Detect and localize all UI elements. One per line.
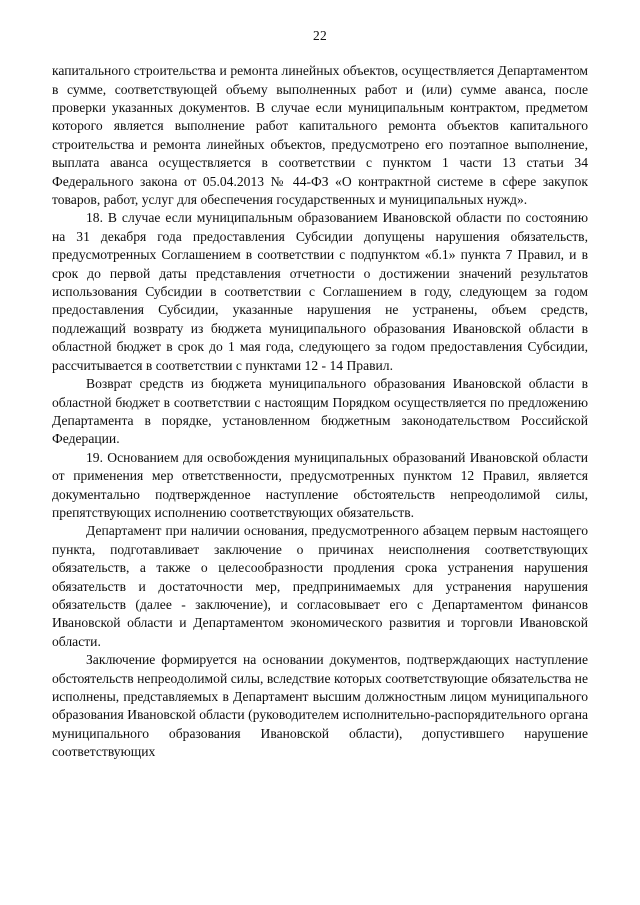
document-body — [52, 62, 588, 761]
paragraph: 19. Основанием для освобождения муниципальных образований Ивановской области от применения мер ответственности, предусмотренных пунктом 12 Правил, является документально подтвержденное наступление обстоятельств непреодолимой силы, препятствующих исполнению соответствующих обязательств. — [52, 449, 588, 520]
paragraph: капитального строительства и ремонта линейных объектов, осуществляется Департаментом в сумме, соответствующей объему выполненных работ и (или) сумме аванса, после проверки указанных документов. В случае если муниципальным контрактом, предметом которого является выполнение работ капитального ремонта объектов капитального строительства и ремонта линейных объектов, предусмотрено его поэтапное выполнение, выплата аванса осуществляется в соответствии с пунктом 1 части 13 статьи 34 Федерального закона от 05.04.2013 № 44-ФЗ «О контрактной системе в сфере закупок товаров, работ, услуг для обеспечения государственных и муниципальных нужд». — [52, 63, 588, 208]
paragraph: Заключение формируется на основании документов, подтверждающих наступление обстоятельств непреодолимой силы, вследствие которых соответствующие обязательства не исполнены, представляемых в Департамент высшим должностным лицом муниципального образования Ивановской области (руководителем исполнительно-распорядительного органа муниципального образования Ивановской области), допустившего нарушение соответствующих — [52, 652, 588, 760]
paragraph: Возврат средств из бюджета муниципального образования Ивановской области в областной бюджет в соответствии с настоящим Порядком осуществляется по предложению Департамента в порядке, установленном бюджетным законодательством Российской Федерации. — [52, 376, 588, 447]
paragraph: Департамент при наличии основания, предусмотренного абзацем первым настоящего пункта, подготавливает заключение о причинах неисполнения соответствующих обязательств, а также о целесообразности продления срока устранения нарушения обязательств и достаточности мер, предпринимаемых для устранения нарушения обязательств (далее - заключение), и согласовывает его с Департаментом финансов Ивановской области и Департаментом экономического развития и торговли Ивановской области. — [52, 523, 588, 649]
page-number: 22 — [313, 28, 327, 43]
paragraph: 18. В случае если муниципальным образованием Ивановской области по состоянию на 31 декабря года предоставления Субсидии допущены нарушения обязательств, предусмотренных Соглашением в соответствии с подпунктом «б.1» пункта 7 Правил, и в срок до первой даты представления отчетности о достижении значений результатов использования Субсидии в соответствии с Соглашением в году, следующем за годом предоставления Субсидии, указанные нарушения не устранены, объем средств, подлежащий возврату из бюджета муниципального образования Ивановской области в областной бюджет в срок до 1 мая года, следующего за годом предоставления Субсидии, рассчитывается в соответствии с пунктами 12 - 14 Правил. — [52, 210, 588, 373]
